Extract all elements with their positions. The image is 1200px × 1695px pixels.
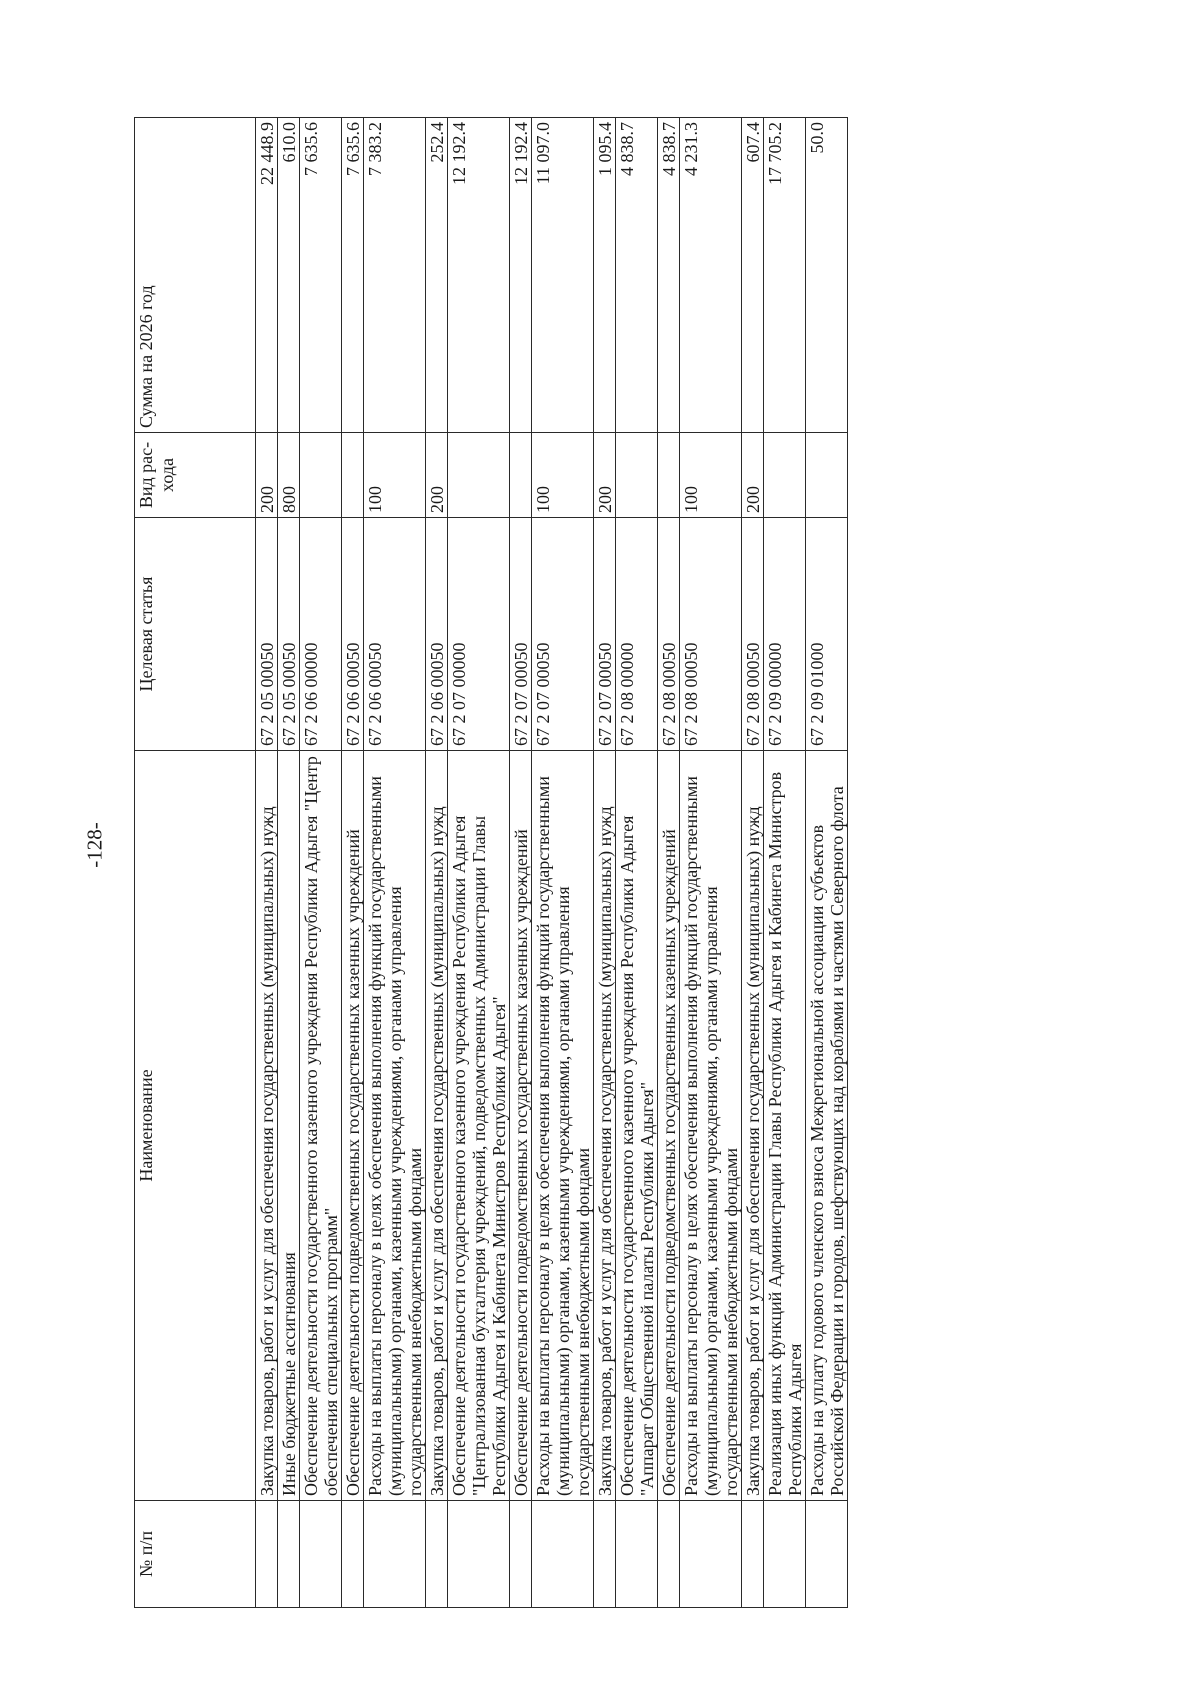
row-number <box>278 1501 300 1608</box>
row-target-article: 67 2 07 00050 <box>510 518 532 751</box>
row-target-article: 67 2 07 00000 <box>448 518 510 751</box>
row-expense-type <box>806 433 848 518</box>
row-target-article: 67 2 06 00000 <box>300 518 342 751</box>
header-name: Наименование <box>135 751 256 1501</box>
header-target-article: Целевая статья <box>135 518 256 751</box>
page-number: -128- <box>82 822 107 868</box>
row-target-article: 67 2 08 00050 <box>658 518 680 751</box>
row-sum: 607.4 <box>742 118 764 433</box>
row-expense-type <box>658 433 680 518</box>
row-sum: 11 097.0 <box>532 118 594 433</box>
row-target-article: 67 2 07 00050 <box>532 518 594 751</box>
row-number <box>364 1501 426 1608</box>
header-expense-type: Вид рас-хода <box>135 433 256 518</box>
table-row <box>806 118 848 1608</box>
row-number <box>300 1501 342 1608</box>
row-target-article: 67 2 09 01000 <box>806 518 848 751</box>
row-number <box>764 1501 806 1608</box>
row-sum: 12 192.4 <box>448 118 510 433</box>
rotated-page-content <box>134 118 1065 1608</box>
row-expense-type: 100 <box>680 433 742 518</box>
row-name: Расходы на выплаты персоналу в целях обеспечения выполнения функций государственными (муниципальными) органами, казенными учреждениями, органами управления государственными внебюджетными фондами <box>680 751 742 1501</box>
table-row <box>426 118 448 1608</box>
row-number <box>510 1501 532 1608</box>
table-row <box>278 118 300 1608</box>
row-target-article: 67 2 08 00050 <box>742 518 764 751</box>
row-target-article: 67 2 06 00050 <box>364 518 426 751</box>
row-name: Закупка товаров, работ и услуг для обеспечения государственных (муниципальных) нужд <box>256 751 278 1501</box>
row-sum: 12 192.4 <box>510 118 532 433</box>
row-number <box>616 1501 658 1608</box>
row-expense-type: 200 <box>742 433 764 518</box>
row-name: Расходы на выплаты персоналу в целях обеспечения выполнения функций государственными (муниципальными) органами, казенными учреждениями, органами управления государственными внебюджетными фондами <box>364 751 426 1501</box>
row-number <box>426 1501 448 1608</box>
budget-table <box>134 117 848 1608</box>
row-number <box>658 1501 680 1608</box>
row-expense-type: 800 <box>278 433 300 518</box>
row-sum: 7 635.6 <box>300 118 342 433</box>
row-sum: 252.4 <box>426 118 448 433</box>
row-name: Расходы на уплату годового членского взноса Межрегиональной ассоциации субъектов Российской Федерации и городов, шефствующих над кораблями и частями Северного флота <box>806 751 848 1501</box>
table-row <box>256 118 278 1608</box>
table-row <box>616 118 658 1608</box>
table-row <box>510 118 532 1608</box>
row-number <box>594 1501 616 1608</box>
row-number <box>680 1501 742 1608</box>
row-number <box>342 1501 364 1608</box>
row-sum: 4 838.7 <box>658 118 680 433</box>
row-target-article: 67 2 09 00000 <box>764 518 806 751</box>
row-sum: 610.0 <box>278 118 300 433</box>
row-target-article: 67 2 07 00050 <box>594 518 616 751</box>
row-target-article: 67 2 08 00050 <box>680 518 742 751</box>
table-header-row <box>135 118 256 1608</box>
row-number <box>532 1501 594 1608</box>
row-sum: 50.0 <box>806 118 848 433</box>
row-name: Обеспечение деятельности государственного казенного учреждения Республики Адыгея "Центр обеспечения специальных программ" <box>300 751 342 1501</box>
row-name: Закупка товаров, работ и услуг для обеспечения государственных (муниципальных) нужд <box>742 751 764 1501</box>
row-name: Закупка товаров, работ и услуг для обеспечения государственных (муниципальных) нужд <box>426 751 448 1501</box>
row-name: Обеспечение деятельности подведомственных государственных казенных учреждений <box>342 751 364 1501</box>
row-target-article: 67 2 05 00050 <box>256 518 278 751</box>
table-row <box>364 118 426 1608</box>
table-row <box>342 118 364 1608</box>
table-row <box>300 118 342 1608</box>
row-expense-type <box>510 433 532 518</box>
row-expense-type <box>764 433 806 518</box>
row-expense-type <box>342 433 364 518</box>
row-expense-type: 100 <box>532 433 594 518</box>
row-expense-type: 200 <box>256 433 278 518</box>
row-sum: 22 448.9 <box>256 118 278 433</box>
row-number <box>448 1501 510 1608</box>
row-expense-type <box>616 433 658 518</box>
row-expense-type: 100 <box>364 433 426 518</box>
row-expense-type <box>300 433 342 518</box>
row-name: Обеспечение деятельности подведомственных государственных казенных учреждений <box>658 751 680 1501</box>
row-sum: 4 231.3 <box>680 118 742 433</box>
row-name: Закупка товаров, работ и услуг для обеспечения государственных (муниципальных) нужд <box>594 751 616 1501</box>
row-sum: 17 705.2 <box>764 118 806 433</box>
header-sum-2026: Сумма на 2026 год <box>135 118 256 433</box>
row-expense-type: 200 <box>594 433 616 518</box>
row-target-article: 67 2 06 00050 <box>342 518 364 751</box>
row-name: Реализация иных функций Администрации Главы Республики Адыгея и Кабинета Министров Республики Адыгея <box>764 751 806 1501</box>
row-sum: 7 635.6 <box>342 118 364 433</box>
table-row <box>448 118 510 1608</box>
row-target-article: 67 2 08 00000 <box>616 518 658 751</box>
table-row <box>742 118 764 1608</box>
header-number: № п/п <box>135 1501 256 1608</box>
table-row <box>532 118 594 1608</box>
row-number <box>806 1501 848 1608</box>
row-sum: 1 095.4 <box>594 118 616 433</box>
row-expense-type <box>448 433 510 518</box>
row-target-article: 67 2 06 00050 <box>426 518 448 751</box>
table-row <box>658 118 680 1608</box>
row-name: Обеспечение деятельности государственного казенного учреждения Республики Адыгея "Централизованная бухгалтерия учреждений, подведомственных Администрации Главы Республики Адыгея и Кабинета Министров Республики Адыгея" <box>448 751 510 1501</box>
row-name: Иные бюджетные ассигнования <box>278 751 300 1501</box>
row-name: Расходы на выплаты персоналу в целях обеспечения выполнения функций государственными (муниципальными) органами, казенными учреждениями, органами управления государственными внебюджетными фондами <box>532 751 594 1501</box>
row-number <box>256 1501 278 1608</box>
table-row <box>764 118 806 1608</box>
row-sum: 7 383.2 <box>364 118 426 433</box>
row-expense-type: 200 <box>426 433 448 518</box>
table-row <box>594 118 616 1608</box>
table-row <box>680 118 742 1608</box>
row-name: Обеспечение деятельности подведомственных государственных казенных учреждений <box>510 751 532 1501</box>
row-target-article: 67 2 05 00050 <box>278 518 300 751</box>
row-name: Обеспечение деятельности государственного казенного учреждения Республики Адыгея "Аппарат Общественной палаты Республики Адыгея" <box>616 751 658 1501</box>
row-sum: 4 838.7 <box>616 118 658 433</box>
row-number <box>742 1501 764 1608</box>
